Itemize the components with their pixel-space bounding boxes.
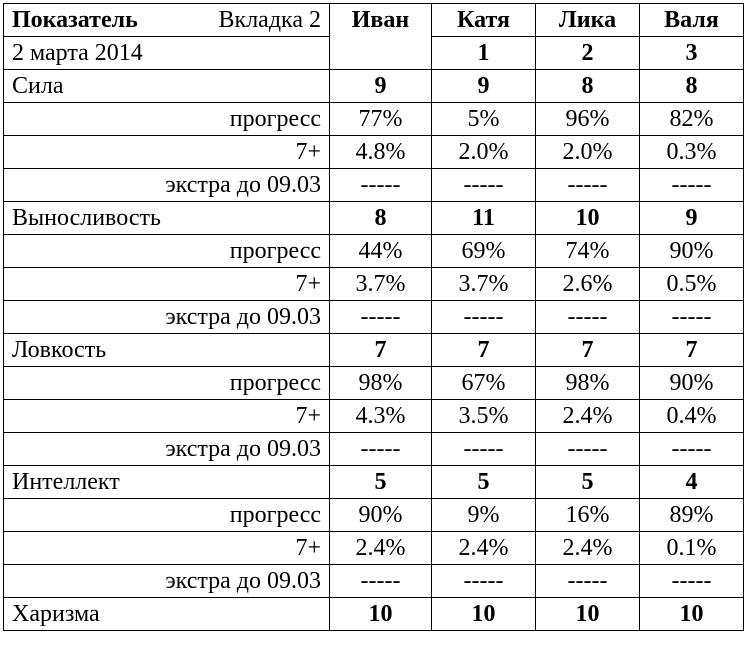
section-score: 7 (330, 334, 432, 367)
column-header-valya: Валя (640, 4, 744, 37)
metric-value: 0.1% (640, 532, 744, 565)
metric-value: 90% (330, 499, 432, 532)
column-number-lika: 2 (536, 37, 640, 70)
metric-row (4, 532, 744, 565)
metric-label: 7+ (4, 532, 330, 565)
section-score: 7 (432, 334, 536, 367)
metric-label: прогресс (4, 103, 330, 136)
metric-label: прогресс (4, 367, 330, 400)
section-score: 10 (330, 598, 432, 631)
metric-value: ----- (432, 565, 536, 598)
metric-row (4, 268, 744, 301)
metric-value: ----- (432, 169, 536, 202)
metric-label: экстра до 09.03 (4, 169, 330, 202)
metric-value: 2.4% (432, 532, 536, 565)
metric-row (4, 169, 744, 202)
section-row (4, 70, 744, 103)
report-date: 2 марта 2014 (4, 37, 330, 70)
metric-value: 44% (330, 235, 432, 268)
metric-label: 7+ (4, 268, 330, 301)
metric-value: 2.0% (432, 136, 536, 169)
section-score: 7 (640, 334, 744, 367)
metric-value: ----- (640, 301, 744, 334)
metric-value: 3.7% (432, 268, 536, 301)
metric-value: 0.3% (640, 136, 744, 169)
section-name: Сила (4, 70, 330, 103)
indicator-label: Показатель (12, 7, 138, 33)
metric-value: 89% (640, 499, 744, 532)
metric-value: 82% (640, 103, 744, 136)
metric-value: 98% (536, 367, 640, 400)
stats-table (3, 3, 744, 631)
metric-value: 9% (432, 499, 536, 532)
metric-value: 98% (330, 367, 432, 400)
metric-row (4, 433, 744, 466)
section-score: 9 (432, 70, 536, 103)
metric-value: 67% (432, 367, 536, 400)
metric-label: экстра до 09.03 (4, 301, 330, 334)
metric-value: 2.4% (536, 532, 640, 565)
metric-value: ----- (640, 169, 744, 202)
metric-row (4, 103, 744, 136)
metric-value: 77% (330, 103, 432, 136)
metric-value: ----- (640, 565, 744, 598)
metric-value: 3.7% (330, 268, 432, 301)
metric-value: 4.8% (330, 136, 432, 169)
metric-row (4, 301, 744, 334)
metric-value: 2.0% (536, 136, 640, 169)
section-score: 5 (330, 466, 432, 499)
section-row (4, 202, 744, 235)
column-number-katya: 1 (432, 37, 536, 70)
metric-value: 5% (432, 103, 536, 136)
column-header-ivan: Иван (330, 4, 432, 70)
metric-value: 69% (432, 235, 536, 268)
metric-label: экстра до 09.03 (4, 433, 330, 466)
header-row-names (4, 4, 744, 37)
section-score: 8 (330, 202, 432, 235)
metric-value: 16% (536, 499, 640, 532)
metric-row (4, 400, 744, 433)
tab-label: Вкладка 2 (218, 7, 321, 33)
section-score: 4 (640, 466, 744, 499)
section-name: Выносливость (4, 202, 330, 235)
metric-value: 4.3% (330, 400, 432, 433)
metric-label: 7+ (4, 136, 330, 169)
section-name: Ловкость (4, 334, 330, 367)
section-score: 10 (536, 598, 640, 631)
metric-value: ----- (640, 433, 744, 466)
metric-value: 0.4% (640, 400, 744, 433)
section-score: 10 (536, 202, 640, 235)
section-score: 8 (640, 70, 744, 103)
metric-row (4, 499, 744, 532)
metric-value: ----- (536, 433, 640, 466)
metric-value: 0.5% (640, 268, 744, 301)
section-score: 9 (640, 202, 744, 235)
metric-value: 2.4% (536, 400, 640, 433)
section-score: 8 (536, 70, 640, 103)
section-row (4, 334, 744, 367)
section-score: 10 (432, 598, 536, 631)
metric-row (4, 235, 744, 268)
section-score: 10 (640, 598, 744, 631)
column-header-lika: Лика (536, 4, 640, 37)
section-score: 7 (536, 334, 640, 367)
metric-value: 96% (536, 103, 640, 136)
metric-value: 2.6% (536, 268, 640, 301)
metric-row (4, 367, 744, 400)
metric-value: 2.4% (330, 532, 432, 565)
metric-value: ----- (536, 301, 640, 334)
section-name: Харизма (4, 598, 330, 631)
section-row (4, 466, 744, 499)
column-header-katya: Катя (432, 4, 536, 37)
metric-value: ----- (330, 169, 432, 202)
metric-value: 90% (640, 367, 744, 400)
metric-value: ----- (536, 565, 640, 598)
metric-value: 74% (536, 235, 640, 268)
metric-value: 3.5% (432, 400, 536, 433)
column-number-valya: 3 (640, 37, 744, 70)
metric-row (4, 565, 744, 598)
metric-value: 90% (640, 235, 744, 268)
section-score: 11 (432, 202, 536, 235)
metric-value: ----- (330, 565, 432, 598)
metric-value: ----- (330, 301, 432, 334)
section-row (4, 598, 744, 631)
metric-value: ----- (432, 301, 536, 334)
section-score: 9 (330, 70, 432, 103)
section-score: 5 (536, 466, 640, 499)
metric-row (4, 136, 744, 169)
metric-label: 7+ (4, 400, 330, 433)
header-title-cell (4, 4, 330, 37)
metric-value: ----- (432, 433, 536, 466)
metric-value: ----- (536, 169, 640, 202)
section-score: 5 (432, 466, 536, 499)
metric-label: экстра до 09.03 (4, 565, 330, 598)
section-name: Интеллект (4, 466, 330, 499)
metric-value: ----- (330, 433, 432, 466)
metric-label: прогресс (4, 499, 330, 532)
metric-label: прогресс (4, 235, 330, 268)
